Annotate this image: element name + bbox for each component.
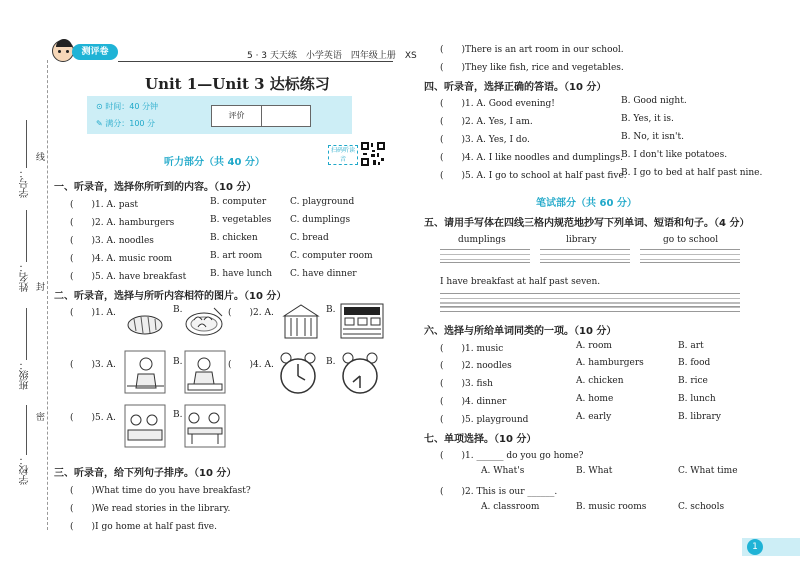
- sec5-word-1: dumplings: [458, 235, 506, 245]
- clock-picture-b: [340, 352, 380, 396]
- side-banji: 班级：: [20, 360, 31, 390]
- sec1-q3: ( )3. A. noodles: [70, 236, 154, 246]
- boy-bed-picture: [184, 350, 226, 394]
- dining-class-picture: [184, 404, 226, 448]
- sec6-q2-b: B. food: [678, 358, 711, 368]
- sec5-title: 五、请用手写体在四线三格内规范地抄写下列单词、短语和句子。（4 分）: [424, 218, 750, 229]
- reading-class-picture: [124, 404, 166, 448]
- sec5-word-2: library: [566, 235, 597, 245]
- side-xingming: 姓名：: [20, 262, 31, 292]
- school-building-picture: [280, 302, 322, 340]
- sec2-q1: ( )1. A.: [70, 308, 116, 318]
- page-title: Unit 1—Unit 3 达标练习: [145, 75, 330, 93]
- sec6-q4-b: B. lunch: [678, 394, 716, 404]
- side-underline: [26, 210, 27, 262]
- sec4-q4-b: B. I don't like potatoes.: [621, 150, 728, 160]
- sec2-q1-b: B.: [173, 305, 183, 315]
- sec7-q1-a: A. What's: [481, 466, 525, 476]
- boy-school-picture: [124, 350, 166, 394]
- sec6-q4-a: A. home: [576, 394, 614, 404]
- sec1-q3-c: C. bread: [290, 233, 329, 243]
- writing-title: 笔试部分（共 60 分）: [536, 198, 637, 209]
- binding-line: [47, 60, 48, 530]
- sec4-q4-a: ( )4. A. I like noodles and dumplings.: [440, 153, 624, 163]
- sec1-q5-b: B. have lunch: [210, 269, 273, 279]
- sec3-s2: ( )We read stories in the library.: [70, 504, 231, 514]
- sec1-q2-b: B. vegetables: [210, 215, 272, 225]
- sec6-q5-b: B. library: [678, 412, 721, 422]
- writing-lines[interactable]: [440, 249, 530, 263]
- sec6-q1-b: B. art: [678, 341, 704, 351]
- qr-hint: 扫码听读音: [328, 145, 358, 165]
- grade-box: [211, 105, 311, 127]
- grade-label: 评价: [212, 106, 262, 126]
- sec4-q1-a: ( )1. A. Good evening!: [440, 99, 555, 109]
- dumplings-picture: [184, 302, 224, 340]
- sec1-q4-b: B. art room: [210, 251, 263, 261]
- sec2-q5: ( )5. A.: [70, 413, 116, 423]
- sec7-q1-c: C. What time: [678, 466, 738, 476]
- sec6-q3-b: B. rice: [678, 376, 708, 386]
- score-text: 满分：100 分: [105, 119, 156, 128]
- side-underline: [26, 120, 27, 168]
- exam-badge: 测评卷: [72, 44, 118, 60]
- sec6-q2-a: A. hamburgers: [576, 358, 644, 368]
- qr-code-icon[interactable]: [360, 141, 386, 167]
- sec1-q1-c: C. playground: [290, 197, 355, 207]
- sec2-q3: ( )3. A.: [70, 360, 116, 370]
- side-xuexiao: 学校：: [20, 455, 31, 485]
- sec6-q3-a: A. chicken: [576, 376, 624, 386]
- sec4-q5-a: ( )5. A. I go to school at half past five.: [440, 171, 627, 181]
- sec1-q4: ( )4. A. music room: [70, 254, 173, 264]
- sec2-q3-b: B.: [173, 357, 183, 367]
- sec2-title: 二、听录音，选择与所听内容相符的图片。（10 分）: [54, 291, 287, 302]
- clock-picture-a: [278, 352, 318, 396]
- time-text: 时间：40 分钟: [105, 102, 158, 111]
- sec2-q2: ( )2. A.: [228, 308, 274, 318]
- sec7-q2: ( )2. This is our ______.: [440, 487, 558, 497]
- sec2-q5-b: B.: [173, 410, 183, 420]
- sec5-sentence: I have breakfast at half past seven.: [440, 277, 601, 287]
- time-label: ⊙ 时间：40 分钟: [96, 102, 158, 111]
- sec3-s3: ( )I go home at half past five.: [70, 522, 217, 532]
- sec2-q4-b: B.: [326, 357, 336, 367]
- sec4-q3-a: ( )3. A. Yes, I do.: [440, 135, 530, 145]
- header-rule: [118, 61, 393, 62]
- sec7-q1-b: B. What: [576, 466, 613, 476]
- sec4-title: 四、听录音，选择正确的答语。（10 分）: [424, 82, 607, 93]
- sec3-title: 三、听录音，给下列句子排序。（10 分）: [54, 468, 237, 479]
- sec1-q3-b: B. chicken: [210, 233, 258, 243]
- sec3-s1: ( )What time do you have breakfast?: [70, 486, 251, 496]
- sec5-word-3: go to school: [663, 235, 719, 245]
- sec4-q2-b: B. Yes, it is.: [621, 114, 674, 124]
- side-xian: 线: [36, 150, 45, 163]
- sec4-q3-b: B. No, it isn't.: [621, 132, 684, 142]
- sec4-q2-a: ( )2. A. Yes, I am.: [440, 117, 533, 127]
- sec7-q2-b: B. music rooms: [576, 502, 647, 512]
- sec2-q4: ( )4. A.: [228, 360, 274, 370]
- side-underline: [26, 308, 27, 360]
- bread-picture: [126, 305, 164, 339]
- writing-lines[interactable]: [540, 249, 630, 263]
- sec1-q2-c: C. dumplings: [290, 215, 351, 225]
- mascot-icon: [52, 40, 74, 62]
- side-mi: 密: [36, 410, 45, 423]
- sec6-q5-a: A. early: [576, 412, 612, 422]
- writing-lines[interactable]: [440, 298, 740, 312]
- sec1-q5: ( )5. A. have breakfast: [70, 272, 187, 282]
- sec1-q1: ( )1. A. past: [70, 200, 139, 210]
- sec1-q2: ( )2. A. hamburgers: [70, 218, 175, 228]
- sec4-q1-b: B. Good night.: [621, 96, 687, 106]
- listening-title: 听力部分（共 40 分）: [164, 157, 265, 168]
- sec1-q5-c: C. have dinner: [290, 269, 357, 279]
- sec3-s4: ( )There is an art room in our school.: [440, 45, 624, 55]
- writing-lines[interactable]: [640, 249, 740, 263]
- sec6-q3: ( )3. fish: [440, 379, 493, 389]
- score-label: ✎ 满分：100 分: [96, 119, 156, 128]
- page-number: 1: [747, 539, 763, 555]
- sec1-q4-c: C. computer room: [290, 251, 373, 261]
- sec6-q2: ( )2. noodles: [440, 361, 512, 371]
- sec3-s5: ( )They like fish, rice and vegetables.: [440, 63, 624, 73]
- sec7-q1: ( )1. ______ do you go home?: [440, 451, 584, 461]
- sec7-q2-a: A. classroom: [481, 502, 540, 512]
- side-underline: [26, 405, 27, 455]
- side-feng: 封: [36, 280, 45, 293]
- sec6-q4: ( )4. dinner: [440, 397, 507, 407]
- sec1-q1-b: B. computer: [210, 197, 267, 207]
- series-label: 5 · 3 天天练 小学英语 四年级上册 XS: [247, 51, 417, 61]
- side-xuehao: 学号：: [20, 168, 31, 198]
- sec6-q5: ( )5. playground: [440, 415, 529, 425]
- sec1-title: 一、听录音，选择你所听到的内容。（10 分）: [54, 182, 257, 193]
- sec2-q2-b: B.: [326, 305, 336, 315]
- sec7-q2-c: C. schools: [678, 502, 725, 512]
- sec6-title: 六、选择与所给单词同类的一项。（10 分）: [424, 326, 617, 337]
- computer-room-picture: [340, 303, 384, 339]
- sec4-q5-b: B. I go to bed at half past nine.: [621, 168, 763, 178]
- sec7-title: 七、单项选择。（10 分）: [424, 434, 537, 445]
- sec6-q1: ( )1. music: [440, 344, 504, 354]
- sec6-q1-a: A. room: [576, 341, 612, 351]
